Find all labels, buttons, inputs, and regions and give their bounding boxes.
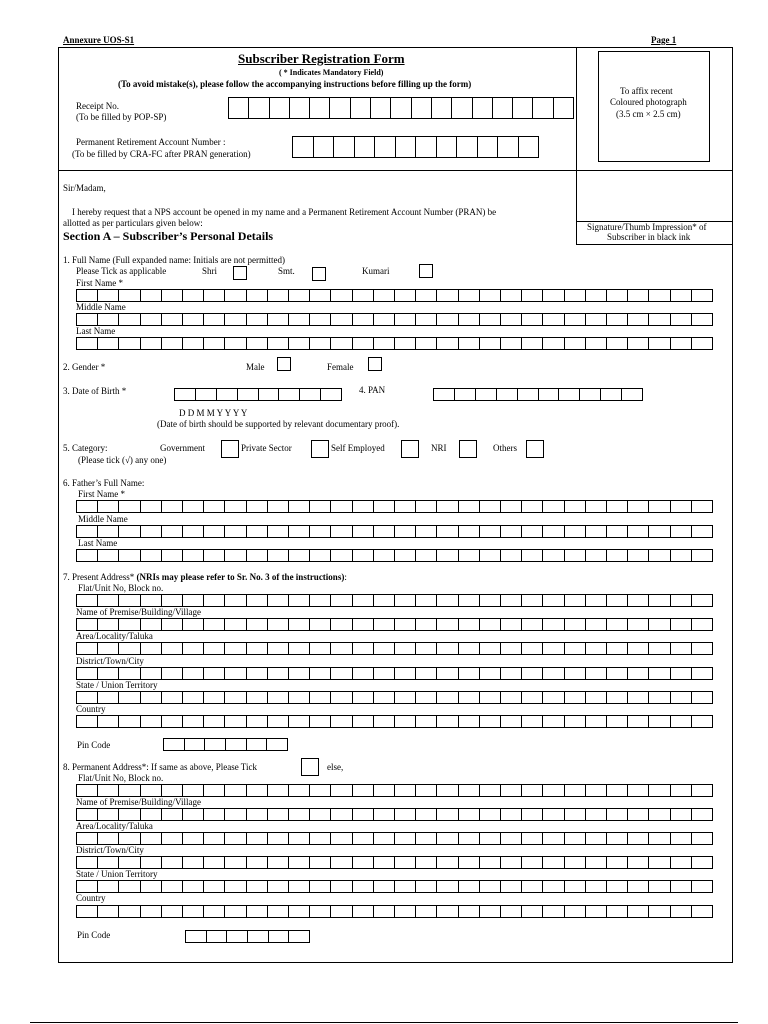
divider (576, 47, 577, 244)
father-first-label: First Name * (78, 489, 125, 499)
receipt-sub: (To be filled by POP-SP) (76, 112, 167, 122)
full-name-label: 1. Full Name (Full expanded name: Initials are not permitted) (63, 255, 285, 265)
father-middle-label: Middle Name (78, 514, 128, 524)
request-line2: allotted as per particulars given below: (63, 218, 203, 228)
male-checkbox[interactable] (277, 357, 291, 371)
page-footer-line (30, 1022, 738, 1023)
father-name-label: 6. Father’s Full Name: (63, 478, 145, 488)
permanent-state-label: State / Union Territory (76, 869, 158, 879)
private-sector-label: Private Sector (241, 443, 292, 453)
pran-sub: (To be filled by CRA-FC after PRAN generation) (72, 149, 251, 159)
request-line1: I hereby request that a NPS account be opened in my name and a Permanent Retirement Account Number (PRAN) be (72, 207, 497, 217)
permanent-address-label: 8. Permanent Address*: If same as above, Please Tick (63, 762, 257, 772)
present-state-input[interactable] (76, 691, 713, 704)
signature-line2: Subscriber in black ink (607, 232, 691, 242)
permanent-area-input[interactable] (76, 832, 713, 845)
middle-name-label: Middle Name (76, 302, 126, 312)
dob-format: D D M M Y Y Y Y (179, 408, 248, 418)
present-address-prefix: 7. Present Address* (63, 572, 137, 582)
present-state-label: State / Union Territory (76, 680, 158, 690)
last-name-input[interactable] (76, 337, 713, 350)
divider (576, 244, 733, 245)
self-employed-checkbox[interactable] (401, 440, 419, 458)
photo-line1: To affix recent (620, 86, 673, 96)
shri-checkbox[interactable] (233, 266, 247, 280)
dob-input[interactable] (174, 388, 342, 401)
private-sector-checkbox[interactable] (311, 440, 329, 458)
mandatory-note: ( * Indicates Mandatory Field) (279, 68, 384, 77)
permanent-area-label: Area/Locality/Taluka (76, 821, 153, 831)
pran-label: Permanent Retirement Account Number : (76, 137, 226, 147)
self-employed-label: Self Employed (331, 443, 385, 453)
permanent-flat-label: Flat/Unit No, Block no. (78, 773, 164, 783)
photo-line3: (3.5 cm × 2.5 cm) (616, 109, 681, 119)
signature-line1: Signature/Thumb Impression* of (587, 222, 707, 232)
father-last-input[interactable] (76, 549, 713, 562)
government-checkbox[interactable] (221, 440, 239, 458)
others-label: Others (493, 443, 517, 453)
instruction-note: (To avoid mistake(s), please follow the accompanying instructions before filling up the form) (118, 79, 472, 89)
government-label: Government (160, 443, 205, 453)
permanent-state-input[interactable] (76, 880, 713, 893)
annexure-label: Annexure UOS-S1 (63, 35, 135, 45)
gender-label: 2. Gender * (63, 362, 106, 372)
present-pin-input[interactable] (163, 738, 288, 751)
salutation: Sir/Madam, (63, 183, 106, 193)
present-address-note: (NRIs may please refer to Sr. No. 3 of the instructions) (136, 572, 345, 582)
female-label: Female (327, 362, 354, 372)
present-premise-label: Name of Premise/Building/Village (76, 607, 201, 617)
receipt-number-input[interactable] (228, 97, 574, 119)
permanent-district-input[interactable] (76, 856, 713, 869)
present-area-input[interactable] (76, 642, 713, 655)
photo-line2: Coloured photograph (610, 97, 687, 107)
father-middle-input[interactable] (76, 525, 713, 538)
permanent-premise-label: Name of Premise/Building/Village (76, 797, 201, 807)
first-name-input[interactable] (76, 289, 713, 302)
category-label: 5. Category: (63, 443, 108, 453)
kumari-checkbox[interactable] (419, 264, 433, 278)
smt-checkbox[interactable] (312, 267, 326, 281)
pan-input[interactable] (433, 388, 643, 401)
tick-label: Please Tick as applicable (76, 266, 167, 276)
permanent-district-label: District/Town/City (76, 845, 144, 855)
else-label: else, (327, 762, 344, 772)
receipt-label: Receipt No. (76, 101, 119, 111)
nri-checkbox[interactable] (459, 440, 477, 458)
middle-name-input[interactable] (76, 313, 713, 326)
nri-label: NRI (431, 443, 447, 453)
dob-label: 3. Date of Birth * (63, 386, 127, 396)
permanent-premise-input[interactable] (76, 808, 713, 821)
father-first-input[interactable] (76, 500, 713, 513)
present-country-input[interactable] (76, 715, 713, 728)
female-checkbox[interactable] (368, 357, 382, 371)
present-area-label: Area/Locality/Taluka (76, 631, 153, 641)
permanent-pin-input[interactable] (185, 930, 310, 943)
form-title: Subscriber Registration Form (238, 51, 405, 66)
pran-input[interactable] (292, 136, 539, 158)
kumari-label: Kumari (362, 266, 390, 276)
present-address-label (63, 572, 347, 582)
others-checkbox[interactable] (526, 440, 544, 458)
present-pin-label: Pin Code (77, 740, 111, 750)
smt-label: Smt. (278, 266, 295, 276)
father-last-label: Last Name (78, 538, 118, 548)
permanent-country-label: Country (76, 893, 106, 903)
male-label: Male (246, 362, 265, 372)
present-flat-input[interactable] (76, 594, 713, 607)
dob-note: (Date of birth should be supported by relevant documentary proof). (157, 419, 400, 429)
permanent-flat-input[interactable] (76, 784, 713, 797)
present-country-label: Country (76, 704, 106, 714)
shri-label: Shri (202, 266, 218, 276)
last-name-label: Last Name (76, 326, 116, 336)
page-number: Page 1 (651, 35, 677, 45)
present-flat-label: Flat/Unit No, Block no. (78, 583, 164, 593)
category-sub: (Please tick (√) any one) (78, 455, 167, 465)
permanent-country-input[interactable] (76, 905, 713, 918)
present-district-label: District/Town/City (76, 656, 144, 666)
same-address-checkbox[interactable] (301, 758, 319, 776)
pan-label: 4. PAN (359, 385, 386, 395)
first-name-label: First Name * (76, 278, 123, 288)
present-address-suffix: : (344, 572, 347, 582)
permanent-pin-label: Pin Code (77, 930, 111, 940)
section-a-title: Section A – Subscriber’s Personal Details (63, 229, 274, 243)
divider (58, 170, 733, 171)
present-premise-input[interactable] (76, 618, 713, 631)
present-district-input[interactable] (76, 667, 713, 680)
